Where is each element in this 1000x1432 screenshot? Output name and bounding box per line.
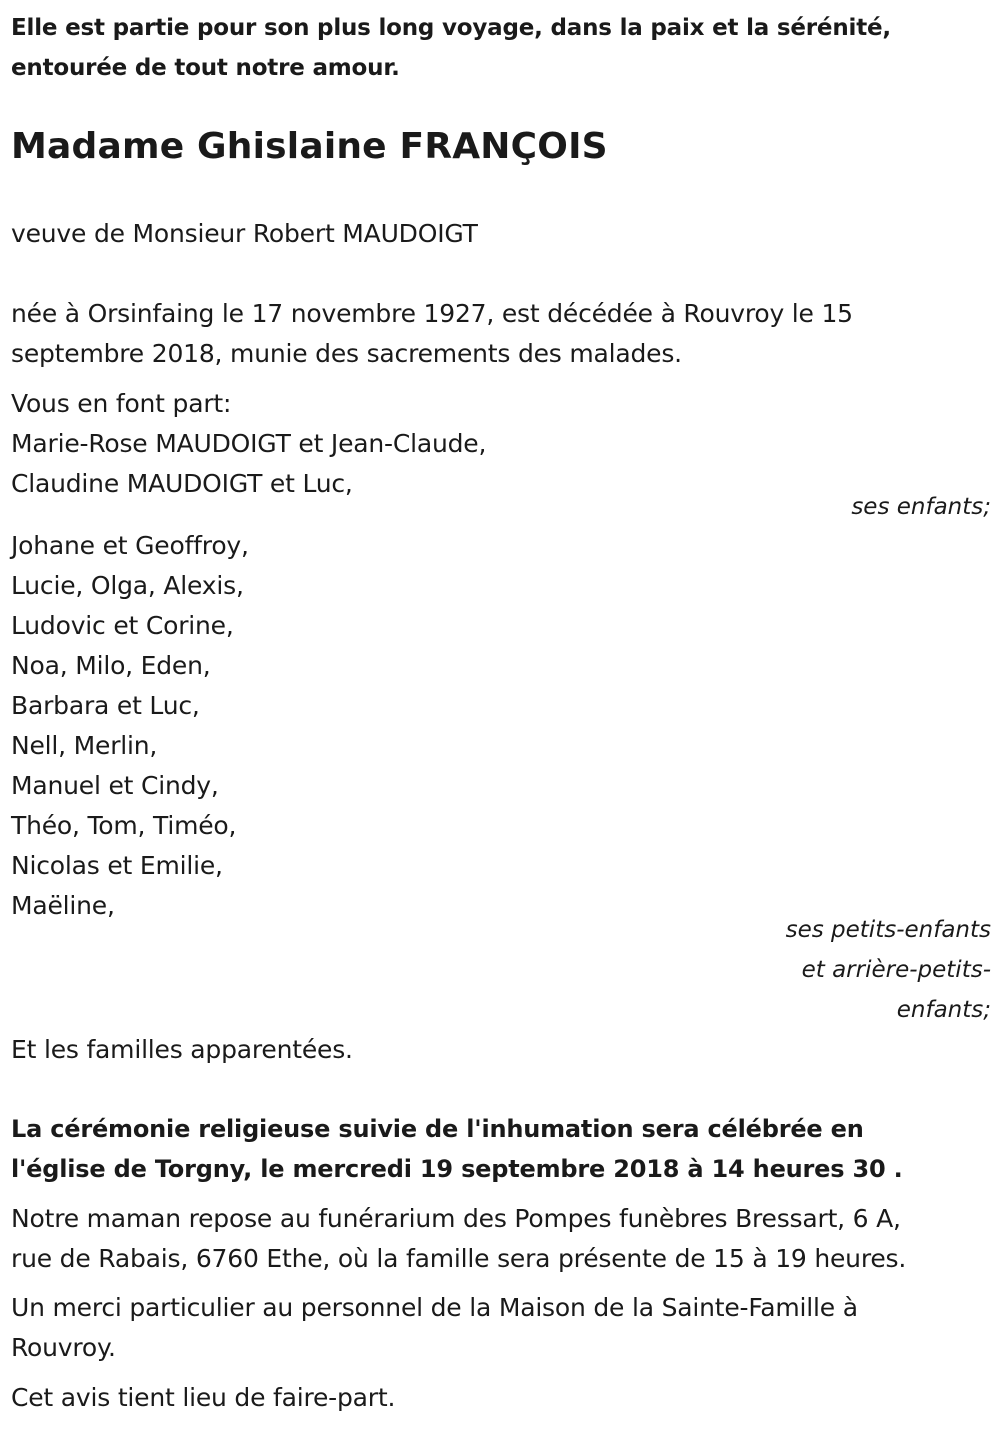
list-item: Nell, Merlin,	[11, 731, 158, 760]
list-item: Théo, Tom, Timéo,	[11, 811, 237, 840]
ceremony-line-1: La cérémonie religieuse suivie de l'inhumation sera célébrée en	[11, 1115, 864, 1143]
list-item: Ludovic et Corine,	[11, 611, 234, 640]
spouse-block	[11, 214, 991, 254]
funerarium-text	[11, 1199, 991, 1279]
children-label: ses enfants;	[851, 494, 991, 520]
ceremony-block	[11, 1109, 991, 1189]
deceased-name: Madame Ghislaine FRANÇOIS	[11, 126, 608, 167]
grandchildren-list	[11, 526, 991, 926]
intro-line-2: entourée de tout notre amour.	[11, 55, 400, 81]
spouse-text: veuve de Monsieur Robert MAUDOIGT	[11, 219, 478, 248]
thanks-line-1: Un merci particulier au personnel de la Maison de la Sainte-Famille à	[11, 1293, 858, 1322]
funerarium-block	[11, 1199, 991, 1279]
grandchildren-label-line-1: ses petits-enfants	[785, 917, 991, 943]
children-label-block	[11, 487, 991, 527]
list-item: Marie-Rose MAUDOIGT et Jean-Claude,	[11, 429, 487, 458]
list-item: Johane et Geoffroy,	[11, 531, 249, 560]
closing-text: Cet avis tient lieu de faire-part.	[11, 1383, 396, 1412]
thanks-block	[11, 1288, 991, 1368]
birth-death-text	[11, 294, 991, 374]
grandchildren-label-block	[11, 910, 991, 1030]
families-text: Et les familles apparentées.	[11, 1035, 353, 1064]
birth-death-line-2: septembre 2018, munie des sacrements des malades.	[11, 339, 682, 368]
families-block	[11, 1030, 991, 1070]
announcers-intro: Vous en font part:	[11, 389, 232, 418]
birth-death-line-1: née à Orsinfaing le 17 novembre 1927, est décédée à Rouvroy le 15	[11, 299, 853, 328]
closing-block	[11, 1378, 991, 1418]
list-item: Lucie, Olga, Alexis,	[11, 571, 244, 600]
grandchildren-label	[11, 910, 991, 1030]
list-item: Noa, Milo, Eden,	[11, 651, 211, 680]
list-item: Barbara et Luc,	[11, 691, 200, 720]
grandchildren-block	[11, 526, 991, 926]
thanks-line-2: Rouvroy.	[11, 1333, 116, 1362]
grandchildren-label-line-2: et arrière-petits-	[801, 957, 991, 983]
funerarium-line-1: Notre maman repose au funérarium des Pompes funèbres Bressart, 6 A,	[11, 1204, 901, 1233]
ceremony-line-2: l'église de Torgny, le mercredi 19 septembre 2018 à 14 heures 30 .	[11, 1155, 903, 1183]
intro-block	[11, 8, 991, 88]
birth-death-block	[11, 294, 991, 374]
list-item: Manuel et Cindy,	[11, 771, 219, 800]
announcers-block	[11, 384, 991, 504]
grandchildren-label-line-3: enfants;	[896, 997, 991, 1023]
funerarium-line-2: rue de Rabais, 6760 Ethe, où la famille sera présente de 15 à 19 heures.	[11, 1244, 907, 1273]
ceremony-text	[11, 1109, 991, 1189]
list-item: Nicolas et Emilie,	[11, 851, 223, 880]
intro-text	[11, 8, 991, 88]
list-item: Claudine MAUDOIGT et Luc,	[11, 469, 353, 498]
intro-line-1: Elle est partie pour son plus long voyage, dans la paix et la sérénité,	[11, 15, 891, 41]
thanks-text	[11, 1288, 991, 1368]
list-item: Maëline,	[11, 891, 115, 920]
